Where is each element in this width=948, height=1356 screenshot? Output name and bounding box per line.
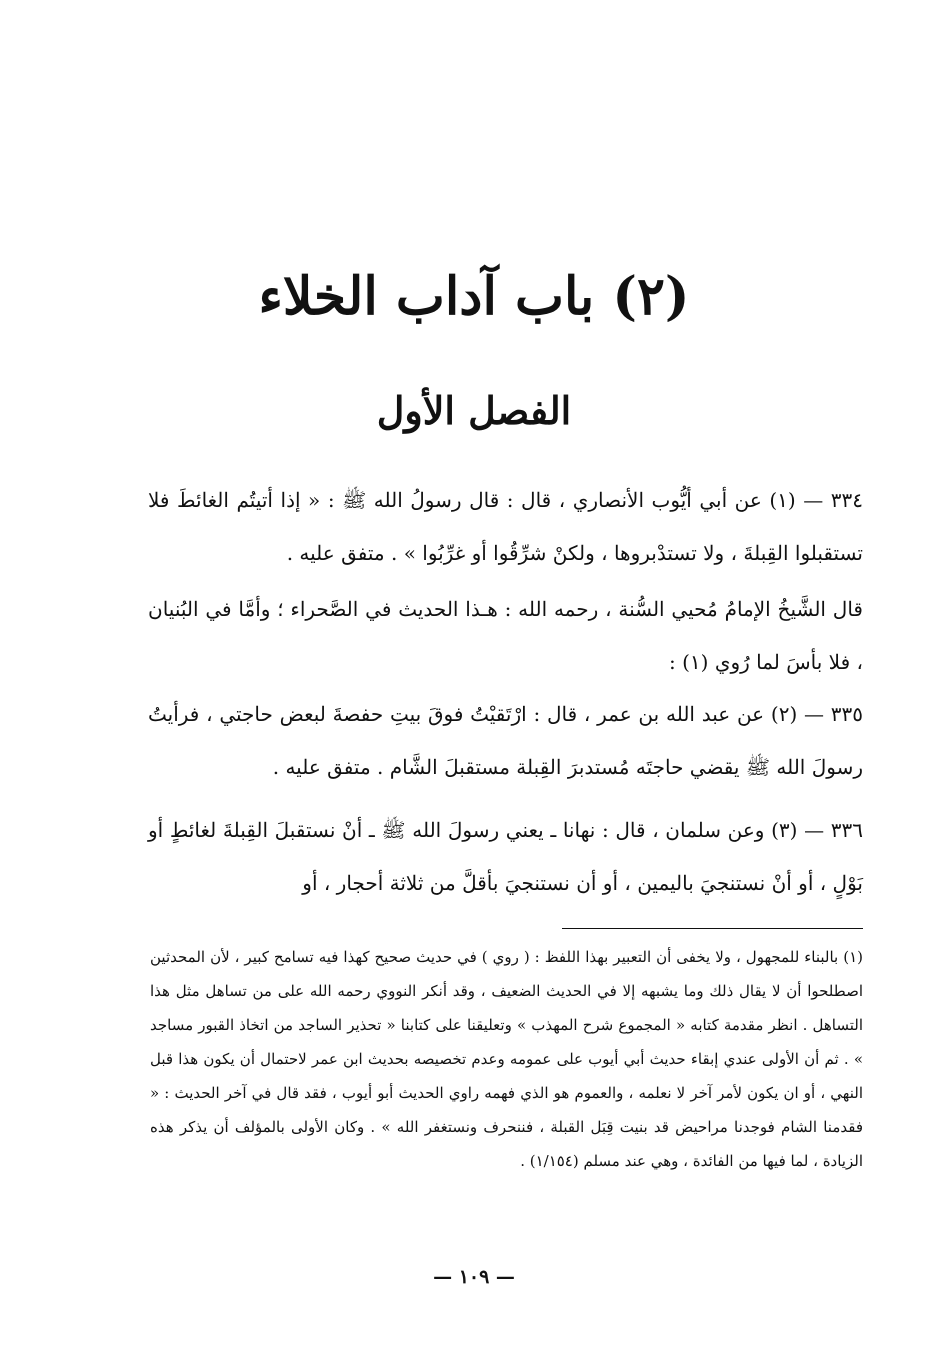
hadith-334: ٣٣٤ — (١) عن أبي أيُّوب الأنصاري ، قال : قال رسولُ الله ﷺ : « إذا أتيتُم الغائطَ فلا تستقبلوا القِبلةَ ، ولا تستدْبروها ، ولكنْ شرِّقُوا أو غرِّبُوا » . متفق عليه .: [148, 488, 863, 565]
hadith-336: ٣٣٦ — (٣) وعن سلمان ، قال : نهانا ـ يعني رسولَ الله ﷺ ـ أنْ نستقبلَ القِبلةَ لغائطٍ أو بَوْلٍ ، أو أنْ نستنجيَ باليمين ، أو أن نستنجيَ بأقلَّ من ثلاثة أحجار ، أو: [148, 818, 863, 895]
hadith-335: ٣٣٥ — (٢) عن عبد الله بن عمر ، قال : ارْتَقيْتُ فوقَ بيتِ حفصةَ لبعض حاجتي ، فرأيتُ رسولَ الله ﷺ يقضي حاجتَه مُستدبرَ القِبلة مستقبلَ الشَّام . متفق عليه .: [148, 702, 863, 779]
footnote-divider: [562, 928, 863, 929]
section-title: الفصل الأول: [376, 388, 572, 433]
page-number: — ١٠٩ —: [433, 1266, 515, 1288]
footnote: (١) بالبناء للمجهول ، ولا يخفى أن التعبير بهذا اللفظ : ( روي ) في حديث صحيح كهذا فيه تسامح كبير ، لأن المحدثين اصطلحوا أن لا يقال ذلك وما يشبهه إلا في الحديث الضعيف ، وقد أنكر النووي رحمه الله على من تساهل مثل هذا التساهل . انظر مقدمة كتابه « المجموع شرح المهذب » وتعليقنا على كتابنا « تحذير الساجد من اتخاذ القبور مساجد » . ثم أن الأولى عندي إبقاء حديث أبي أيوب على عمومه وعدم تخصيصه بحديث ابن عمر لاحتمال أن يكون هذا قبل النهي ، أو ان يكون لأمر آخر لا نعلمه ، والعموم هو الذي فهمه راوي الحديث أبو أيوب ، فقد قال في آخر الحديث : « فقدمنا الشام فوجدنا مراحيض قد بنيت قِبَل القبلة ، فننحرف ونستغفر الله » . وكان الأولى بالمؤلف أن يذكر هذه الزيادة ، لما فيها من الفائدة ، وهي عند مسلم (١/١٥٤) .: [150, 948, 863, 1170]
chapter-title: (٢) باب آداب الخلاء: [258, 266, 690, 327]
commentary-paragraph: قال الشَّيخُ الإمامُ مُحيي السُّنة ، رحمه الله : هـذا الحديث في الصَّحراء ؛ وأمَّا في البُنيان ، فلا بأسَ لما رُوي (١) :: [148, 597, 863, 674]
